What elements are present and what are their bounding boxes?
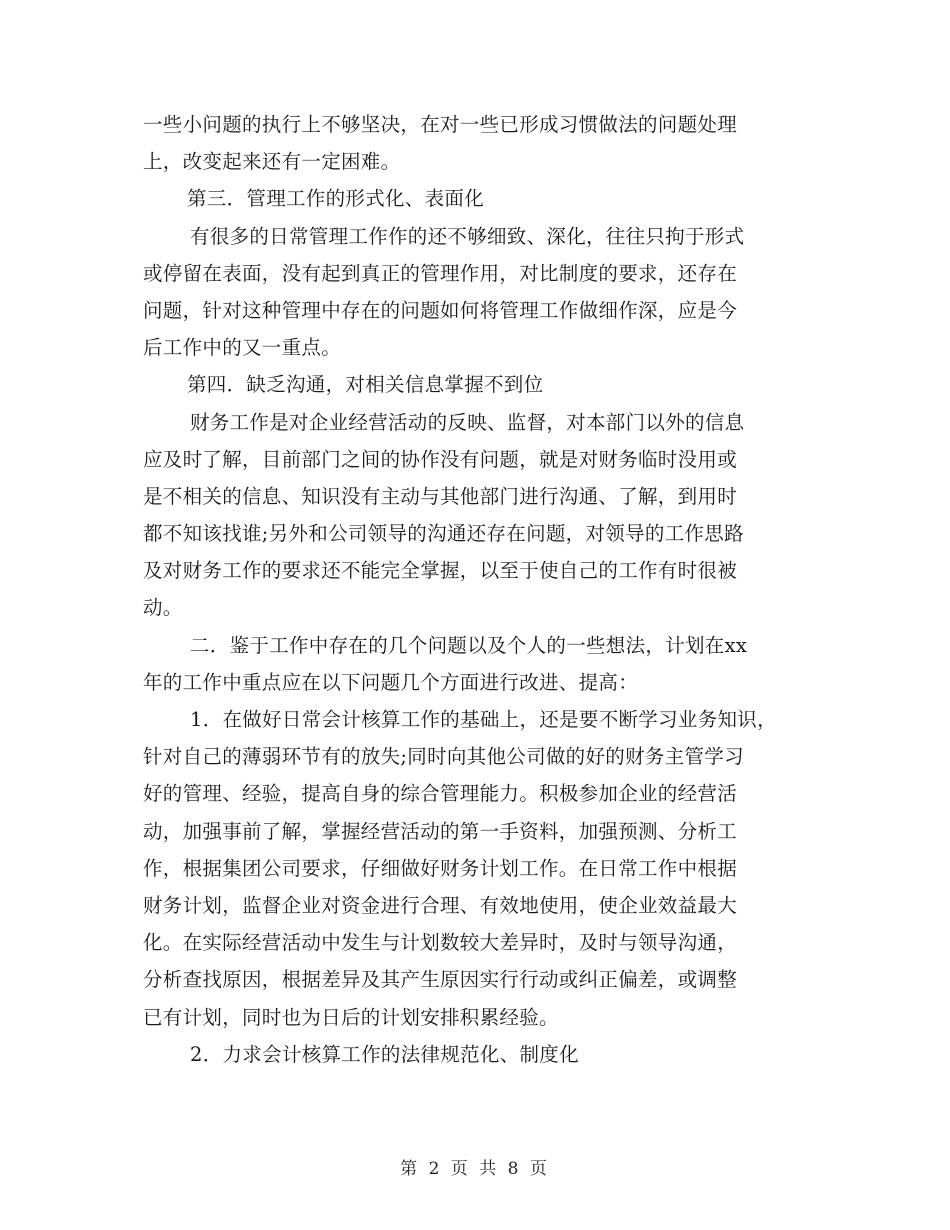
text-line: 针对自己的薄弱环节有的放失;同时向其他公司做的好的财务主管学习 <box>143 745 744 769</box>
section-heading: 第三．管理工作的形式化、表面化 <box>187 187 485 211</box>
text-line: 分析查找原因，根据差异及其产生原因实行行动或纠正偏差，或调整 <box>143 968 738 992</box>
text-line: 应及时了解，目前部门之间的协作没有问题，就是对财务临时没用或 <box>143 447 738 471</box>
text-line: 好的管理、经验，提高自身的综合管理能力。积极参加企业的经营活 <box>143 782 738 806</box>
text-line: 化。在实际经营活动中发生与计划数较大差异时，及时与领导沟通， <box>143 931 738 955</box>
text-line: 动。 <box>143 596 183 620</box>
text-line: 财务工作是对企业经营活动的反映、监督，对本部门以外的信息 <box>190 410 745 434</box>
section-heading: 二．鉴于工作中存在的几个问题以及个人的一些想法，计划在xx <box>190 633 748 657</box>
text-line: 作，根据集团公司要求，仔细做好财务计划工作。在日常工作中根据 <box>143 856 738 880</box>
list-item-heading: 2．力求会计核算工作的法律规范化、制度化 <box>190 1042 579 1066</box>
text-line: 后工作中的又一重点。 <box>143 336 342 360</box>
text-line: 上，改变起来还有一定困难。 <box>143 150 401 174</box>
text-line: 财务计划，监督企业对资金进行合理、有效地使用，使企业效益最大 <box>143 893 738 917</box>
text-line: 一些小问题的执行上不够坚决，在对一些已形成习惯做法的问题处理 <box>143 113 738 136</box>
text-line: 及对财务工作的要求还不能完全掌握，以至于使自己的工作有时很被 <box>143 559 738 583</box>
text-line: 年的工作中重点应在以下问题几个方面进行改进、提高： <box>143 670 639 694</box>
text-line: 或停留在表面，没有起到真正的管理作用，对比制度的要求，还存在 <box>143 261 738 285</box>
text-line: 是不相关的信息、知识没有主动与其他部门进行沟通、了解，到用时 <box>143 484 738 508</box>
text-line: 都不知该找谁;另外和公司领导的沟通还存在问题，对领导的工作思路 <box>143 522 744 546</box>
document-body <box>143 106 813 1073</box>
list-item-heading: 1．在做好日常会计核算工作的基础上，还是要不断学习业务知识， <box>190 708 777 731</box>
text-line: 动，加强事前了解，掌握经营活动的第一手资料，加强预测、分析工 <box>143 819 738 843</box>
text-line: 有很多的日常管理工作作的还不够细致、深化，往往只拘于形式 <box>190 224 745 248</box>
section-heading: 第四．缺乏沟通，对相关信息掌握不到位 <box>187 373 544 397</box>
text-line: 问题，针对这种管理中存在的问题如何将管理工作做细作深，应是今 <box>143 298 738 322</box>
page-number-footer: 第 2 页 共 8 页 <box>400 1159 550 1179</box>
text-line: 已有计划，同时也为日后的计划安排积累经验。 <box>143 1005 559 1029</box>
